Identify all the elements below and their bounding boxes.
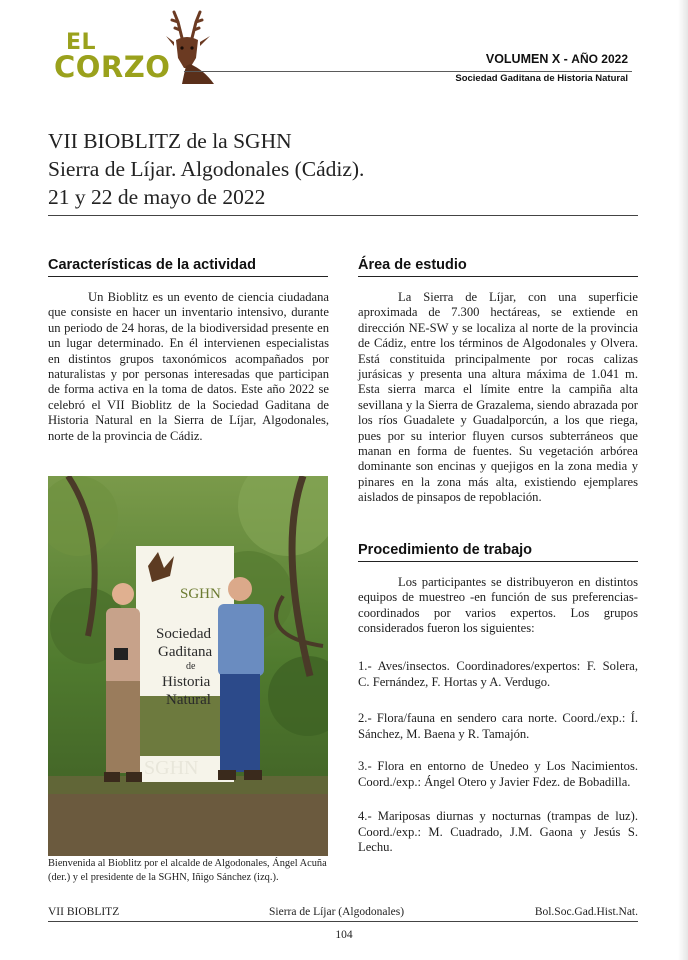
group-item-3: 3.- Flora en entorno de Unedeo y Los Nacimientos. Coord./exp.: Ángel Otero y Javier Fdez. de Bobadilla. xyxy=(358,759,638,789)
banner-line-3: de xyxy=(186,661,196,672)
banner-line-5: Natural xyxy=(166,692,211,708)
banner-sghn-bottom: SGHN xyxy=(144,757,199,779)
footer-journal: Bol.Soc.Gad.Hist.Nat. xyxy=(534,906,638,918)
title-line-2: Sierra de Líjar. Algodonales (Cádiz). xyxy=(48,157,365,181)
footer-location: Sierra de Líjar (Algodonales) xyxy=(269,906,405,918)
group-item-1: 1.- Aves/insectos. Coordinadores/expertos: F. Solera, C. Fernández, F. Hortas y A. Verdugo. xyxy=(358,659,638,689)
photo-caption: Bienvenida al Bioblitz por el alcalde de Algodonales, Ángel Acuña (der.) y el presidente de la SGHN, Iñigo Sánchez (izq.). xyxy=(48,858,327,883)
logo-text-corzo: CORZO xyxy=(54,50,171,84)
logo-text-el: EL xyxy=(66,30,97,55)
article-title xyxy=(48,127,364,211)
group-item-4: 4.- Mariposas diurnas y nocturnas (trampas de luz). Coord./exp.: M. Cuadrado, J.M. Gaona y Jesús S. Lechu. xyxy=(358,809,638,855)
volume-year: AÑO 2022 xyxy=(571,52,628,66)
paragraph-procedimiento: Los participantes se distribuyeron en distintos equipos de muestreo -en función de sus preferencias- coordinados por varios expertos. Los grupos considerados fueron los siguientes: xyxy=(358,575,638,636)
paragraph-caracteristicas: Un Bioblitz es un evento de ciencia ciudadana que consiste en hacer un inventario intensivo, durante un periodo de 24 horas, de la biodiversidad presente en un lugar determinado. En él intervienen especialistas en distintos grupos taxonómicos acompañados por naturalistas y por personas interesadas que participan de forma activa en la toma de datos. Este año 2022 se celebró el VII Bioblitz de la Sociedad Gaditana de Historia Natural en la Sierra de Líjar, Algodonales, norte de la provincia de Cádiz. xyxy=(48,290,329,443)
group-item-2: 2.- Flora/fauna en sendero cara norte. Coord./exp.: Í. Sánchez, M. Baena y R. Tamajón. xyxy=(358,711,638,741)
title-line-3: 21 y 22 de mayo de 2022 xyxy=(48,185,266,209)
header-rule xyxy=(184,71,632,72)
banner-line-1: Sociedad xyxy=(156,626,211,642)
volume-label xyxy=(486,52,628,66)
title-line-1: VII BIOBLITZ de la SGHN xyxy=(48,129,292,153)
paragraph-area-estudio: La Sierra de Líjar, con una superficie aproximada de 7.300 hectáreas, se extiende en dirección NE-SW y se localiza al norte de la provincia de Cádiz, entre los términos de Algodonales y Olvera. Está constituida principalmente por rocas calizas jurásicas y presenta una altura máxima de 1.041 m. Esta sierra marca el límite entre la campiña alta sevillana y la Sierra de Grazalema, siendo abrazada por los ríos Guadalete y Guadalporcún, a los que riega, pues por su interior fluyen cursos subterráneos que manan en forma de fuentes. Su vegetación arbórea dominante son encinas y quejigos en la zona media y pinares en la zona más alta, existiendo ejemplares aislados de pinsapos de repoblación. xyxy=(358,290,638,505)
deer-head-icon xyxy=(160,8,218,84)
heading-caracteristicas: Características de la actividad xyxy=(48,257,328,277)
event-photo xyxy=(48,476,328,856)
banner-line-4: Historia xyxy=(162,674,211,690)
page-edge-shadow xyxy=(678,0,688,960)
banner-sghn-top: SGHN xyxy=(180,586,221,602)
society-name: Sociedad Gaditana de Historia Natural xyxy=(455,73,628,84)
page-number: 104 xyxy=(335,929,353,941)
el-corzo-logo xyxy=(52,8,212,84)
heading-area-estudio: Área de estudio xyxy=(358,257,638,277)
title-rule xyxy=(48,215,638,216)
heading-procedimiento: Procedimiento de trabajo xyxy=(358,542,638,562)
footer-rule xyxy=(48,921,638,922)
volume-number: VOLUMEN X - xyxy=(485,52,568,66)
banner-line-2: Gaditana xyxy=(158,644,213,660)
footer-title: VII BIOBLITZ xyxy=(48,906,120,918)
photo-illustration xyxy=(48,476,328,856)
